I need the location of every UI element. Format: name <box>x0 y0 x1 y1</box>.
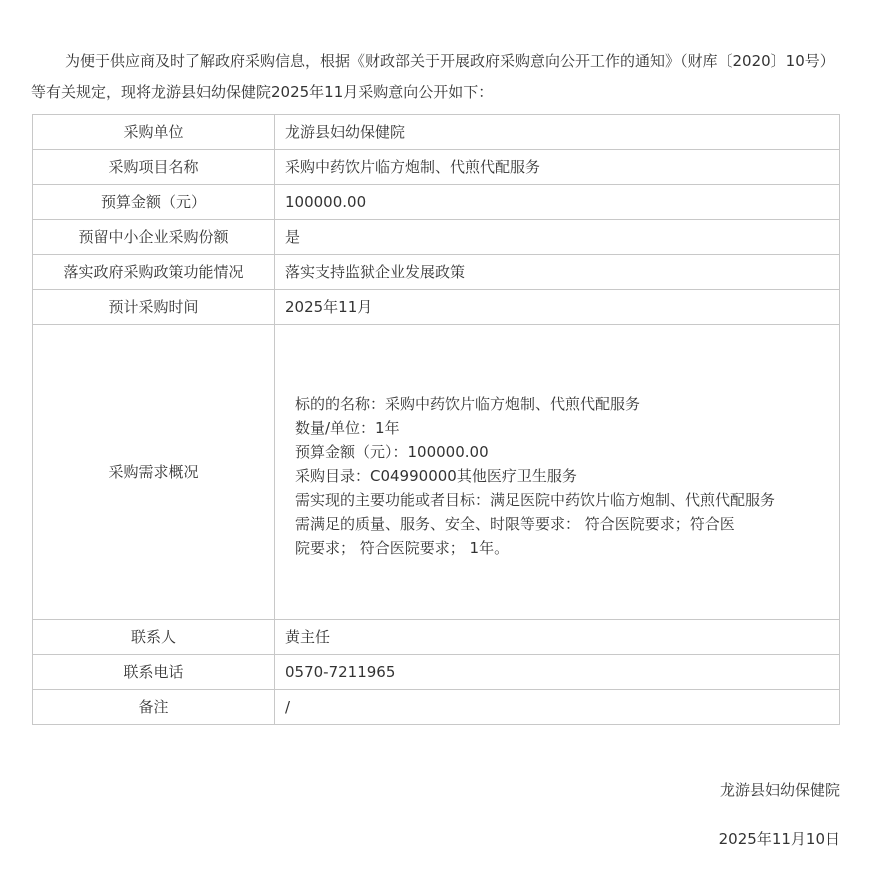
table-row <box>33 150 840 185</box>
demand-goals: 需实现的主要功能或者目标：满足医院中药饮片临方炮制、代煎代配服务 <box>295 491 776 509</box>
table-row <box>33 115 840 150</box>
demand-value <box>275 325 840 620</box>
table-row <box>33 290 840 325</box>
planned-time-value: 2025年11月 <box>275 290 840 325</box>
table-row <box>33 185 840 220</box>
demand-catalog: 采购目录：C04990000其他医疗卫生服务 <box>295 467 577 485</box>
demand-budget: 预算金额（元）：100000.00 <box>295 443 489 461</box>
planned-time-label: 预计采购时间 <box>33 290 275 325</box>
demand-subject: 标的的名称：采购中药饮片临方炮制、代煎代配服务 <box>295 395 641 413</box>
signature-date: 2025年11月10日 <box>718 830 840 848</box>
table-row <box>33 255 840 290</box>
reserved-sme-label: 预留中小企业采购份额 <box>33 220 275 255</box>
demand-label: 采购需求概况 <box>33 325 275 620</box>
budget-label: 预算金额（元） <box>33 185 275 220</box>
remarks-value: / <box>275 690 840 725</box>
table-row <box>33 325 840 620</box>
phone-value: 0570-7211965 <box>275 655 840 690</box>
table-row <box>33 655 840 690</box>
phone-label: 联系电话 <box>33 655 275 690</box>
demand-requirements: 需满足的质量、服务、安全、时限等要求： 符合医院要求；符合医院要求； 符合医院要求； 1年。 <box>295 515 735 557</box>
table-row <box>33 690 840 725</box>
contact-value: 黄主任 <box>275 620 840 655</box>
intro-paragraph: 为便于供应商及时了解政府采购信息，根据《财政部关于开展政府采购意向公开工作的通知》（财库〔2020〕10号）等有关规定，现将龙游县妇幼保健院2025年11月采购意向公开如下： <box>31 52 835 101</box>
demand-quantity: 数量/单位：1年 <box>295 419 400 437</box>
signature-organization: 龙游县妇幼保健院 <box>719 781 840 799</box>
project-name-label: 采购项目名称 <box>33 150 275 185</box>
budget-value: 100000.00 <box>275 185 840 220</box>
project-name-value: 采购中药饮片临方炮制、代煎代配服务 <box>275 150 840 185</box>
remarks-label: 备注 <box>33 690 275 725</box>
policy-value: 落实支持监狱企业发展政策 <box>275 255 840 290</box>
reserved-sme-value: 是 <box>275 220 840 255</box>
demand-details <box>285 392 829 560</box>
policy-label: 落实政府采购政策功能情况 <box>33 255 275 290</box>
purchaser-value: 龙游县妇幼保健院 <box>275 115 840 150</box>
table-row <box>33 620 840 655</box>
purchaser-label: 采购单位 <box>33 115 275 150</box>
table-row <box>33 220 840 255</box>
contact-label: 联系人 <box>33 620 275 655</box>
procurement-intention-table <box>32 114 840 725</box>
